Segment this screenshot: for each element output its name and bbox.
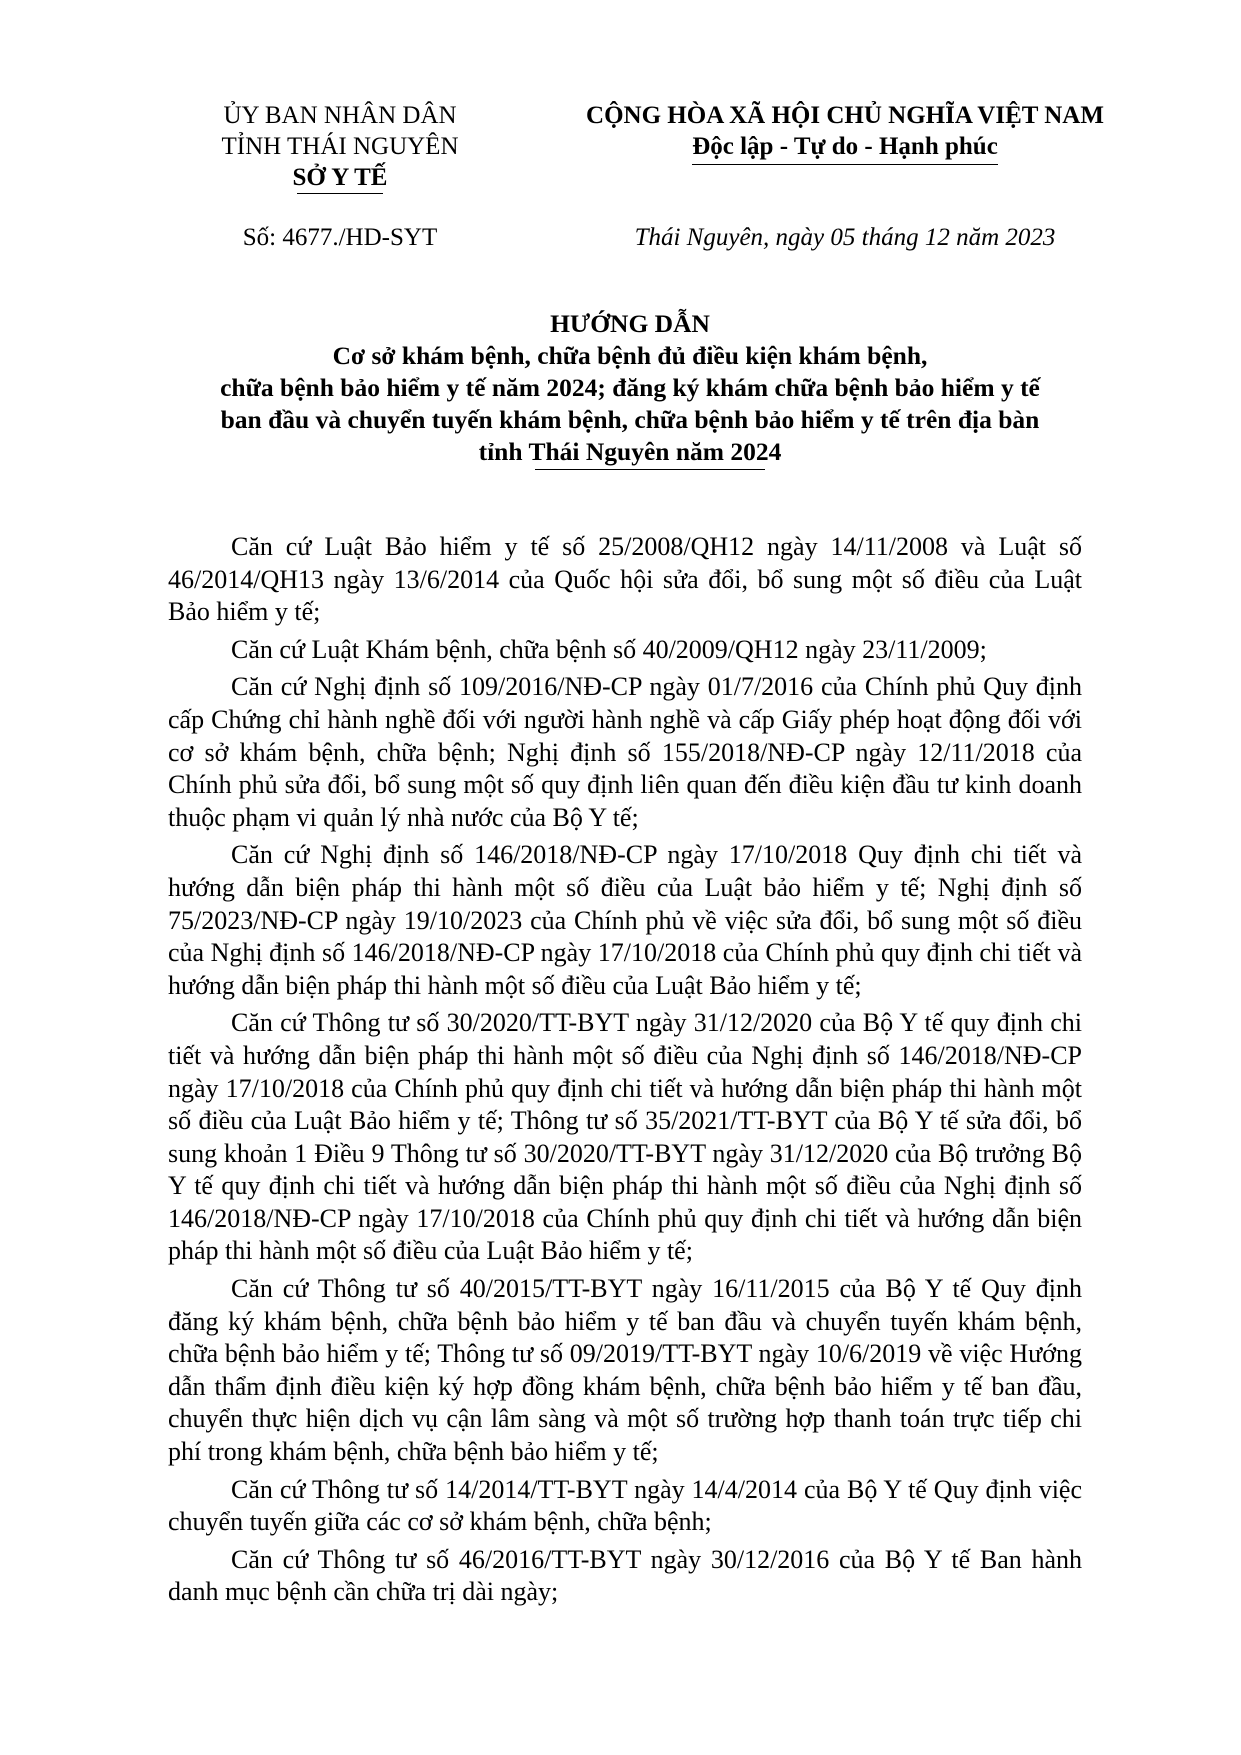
title-heading: HƯỚNG DẪN <box>550 309 710 338</box>
agency-name: SỞ Y TẾ <box>292 164 388 191</box>
legal-basis-paragraph: Căn cứ Nghị định số 109/2016/NĐ-CP ngày 01/7/2016 của Chính phủ Quy định cấp Chứng chỉ hành nghề đối với người hành nghề và cấp Giấy phép hoạt động đối với cơ sở khám bệnh, chữa bệnh; Nghị định số 155/2018/NĐ-CP ngày 12/11/2018 của Chính phủ sửa đổi, bổ sung một số quy định liên quan đến điều kiện đầu tư kinh doanh thuộc phạm vi quản lý nhà nước của Bộ Y tế; <box>168 672 1082 832</box>
national-motto: Độc lập - Tự do - Hạnh phúc <box>692 131 998 165</box>
agency-line-1: ỦY BAN NHÂN DÂN <box>223 102 457 129</box>
legal-basis-paragraph: Căn cứ Thông tư số 14/2014/TT-BYT ngày 14/4/2014 của Bộ Y tế Quy định việc chuyển tuyến giữa các cơ sở khám bệnh, chữa bệnh; <box>168 1474 1082 1537</box>
document-body <box>168 531 1082 1614</box>
issue-date: Thái Nguyên, ngày 05 tháng 12 năm 2023 <box>634 224 1056 251</box>
title-line: chữa bệnh bảo hiểm y tế năm 2024; đăng ký khám chữa bệnh bảo hiểm y tế <box>220 373 1040 402</box>
legal-basis-paragraph: Căn cứ Thông tư số 30/2020/TT-BYT ngày 31/12/2020 của Bộ Y tế quy định chi tiết và hướng dẫn biện pháp thi hành một số điều của Nghị định số 146/2018/NĐ-CP ngày 17/10/2018 của Chính phủ quy định chi tiết và hướng dẫn biện pháp thi hành một số điều của Luật Bảo hiểm y tế; Thông tư số 35/2021/TT-BYT của Bộ Y tế sửa đổi, bổ sung khoản 1 Điều 9 Thông tư số 30/2020/TT-BYT ngày 31/12/2020 của Bộ trưởng Bộ Y tế quy định chi tiết và hướng dẫn biện pháp thi hành một số điều của Nghị định số 146/2018/NĐ-CP ngày 17/10/2018 của Chính phủ quy định chi tiết và hướng dẫn biện pháp thi hành một số điều của Luật Bảo hiểm y tế; <box>168 1008 1082 1266</box>
agency-underline <box>297 193 383 194</box>
title-line: Cơ sở khám bệnh, chữa bệnh đủ điều kiện khám bệnh, <box>332 341 928 370</box>
title-underline <box>535 469 765 470</box>
document-title <box>150 308 1110 470</box>
legal-basis-paragraph: Căn cứ Thông tư số 40/2015/TT-BYT ngày 16/11/2015 của Bộ Y tế Quy định đăng ký khám bệnh, chữa bệnh bảo hiểm y tế ban đầu và chuyển tuyến khám bệnh, chữa bệnh bảo hiểm y tế; Thông tư số 09/2019/TT-BYT ngày 10/6/2019 về việc Hướng dẫn thẩm định điều kiện ký hợp đồng khám bệnh, chữa bệnh bảo hiểm y tế ban đầu, chuyển thực hiện dịch vụ cận lâm sàng và một số trường hợp thanh toán trực tiếp chi phí trong khám bệnh, chữa bệnh bảo hiểm y tế; <box>168 1274 1082 1467</box>
title-line: ban đầu và chuyển tuyến khám bệnh, chữa bệnh bảo hiểm y tế trên địa bàn <box>220 405 1040 434</box>
document-number: Số: 4677./HD-SYT <box>242 224 438 251</box>
legal-basis-paragraph: Căn cứ Luật Bảo hiểm y tế số 25/2008/QH12 ngày 14/11/2008 và Luật số 46/2014/QH13 ngày 13/6/2014 của Quốc hội sửa đổi, bổ sung một số điều của Luật Bảo hiểm y tế; <box>168 532 1082 627</box>
legal-basis-paragraph: Căn cứ Nghị định số 146/2018/NĐ-CP ngày 17/10/2018 Quy định chi tiết và hướng dẫn biện pháp thi hành một số điều của Luật bảo hiểm y tế; Nghị định số 75/2023/NĐ-CP ngày 19/10/2023 của Chính phủ về việc sửa đổi, bổ sung một số điều của Nghị định số 146/2018/NĐ-CP ngày 17/10/2018 của Chính phủ quy định chi tiết và hướng dẫn biện pháp thi hành một số điều của Luật Bảo hiểm y tế; <box>168 840 1082 1000</box>
national-heading <box>540 100 1150 165</box>
national-name: CỘNG HÒA XÃ HỘI CHỦ NGHĨA VIỆT NAM <box>586 102 1104 129</box>
agency-line-2: TỈNH THÁI NGUYÊN <box>221 133 459 160</box>
title-line: tỉnh Thái Nguyên năm 2024 <box>478 437 782 466</box>
legal-basis-paragraph: Căn cứ Thông tư số 46/2016/TT-BYT ngày 30/12/2016 của Bộ Y tế Ban hành danh mục bệnh cần chữa trị dài ngày; <box>168 1544 1082 1607</box>
legal-basis-paragraph: Căn cứ Luật Khám bệnh, chữa bệnh số 40/2009/QH12 ngày 23/11/2009; <box>231 634 987 664</box>
issuing-agency <box>180 100 500 194</box>
